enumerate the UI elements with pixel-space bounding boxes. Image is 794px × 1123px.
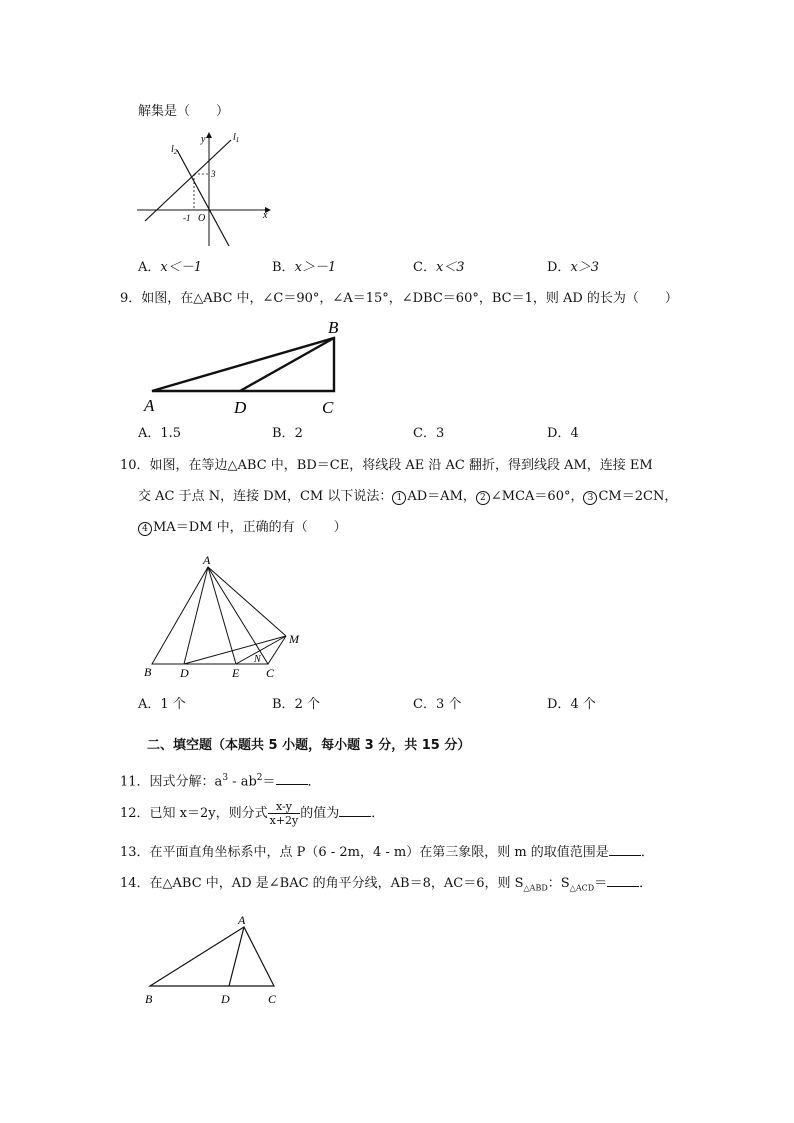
q10-option-a[interactable]: A．1 个: [138, 697, 186, 712]
q8-stem-tail: 解集是（ ）: [138, 104, 230, 119]
q10-label-b: B: [144, 665, 152, 679]
q14-label-c: C: [268, 992, 277, 1006]
q10-option-b[interactable]: B．2 个: [272, 697, 320, 712]
q11-stem: 11．因式分解：$a^3 - ab^2=$ ．: [120, 773, 321, 790]
circled-4: 4: [138, 522, 152, 536]
q14-stem: 14．在△ABC 中，AD 是∠BAC 的角平分线，AB＝8，AC＝6，则 $S_{\triangle ABD}$：$S_{\triangle ACD}=$ ．: [120, 876, 653, 893]
q8-y-arrow: [206, 132, 212, 138]
q8-label-x: x: [263, 210, 268, 221]
q10-option-d[interactable]: D．4 个: [547, 697, 596, 712]
q10-label-a: A: [203, 553, 211, 567]
q10-option-c[interactable]: C．3 个: [413, 697, 462, 712]
q10-figure: [140, 550, 320, 685]
circled-3: 3: [583, 491, 597, 505]
q10-segment-em: [236, 636, 286, 664]
q8-option-a[interactable]: A．x＜－1: [138, 260, 202, 275]
q8-option-d[interactable]: D．x＞3: [547, 260, 600, 275]
q13-answer-blank[interactable]: [609, 843, 641, 856]
circled-2: 2: [476, 491, 490, 505]
q13-stem: 13．在平面直角坐标系中，点 P（6 - 2m，4 - m）在第三象限，则 m 的取值范围是 ．: [120, 845, 654, 860]
q12-answer-blank[interactable]: [339, 804, 371, 817]
q14-figure: [140, 910, 290, 1010]
q8-line-l1: [145, 140, 231, 221]
q8-label-o: O: [198, 213, 206, 224]
q10-label-d: D: [180, 666, 189, 680]
q8-line-l2: [177, 150, 229, 246]
q10-label-c: C: [266, 666, 275, 680]
q9-option-c[interactable]: C．3: [413, 426, 445, 441]
q8-label-l1: $l_1$: [233, 132, 240, 144]
q9-triangle-abc: [152, 338, 334, 391]
q9-label-c: C: [322, 398, 334, 417]
q10-segment-am: [208, 567, 286, 636]
q8-option-c[interactable]: C．x＜3: [413, 260, 465, 275]
q14-segment-ad: [229, 927, 244, 986]
q10-label-m: M: [289, 632, 299, 646]
q10-label-n: N: [254, 654, 261, 665]
q9-label-a: A: [144, 396, 155, 415]
q14-label-d: D: [221, 992, 230, 1006]
q14-label-a: A: [238, 913, 246, 927]
q10-segment-ad: [184, 567, 208, 664]
q9-label-b: B: [328, 318, 339, 337]
q9-option-b[interactable]: B．2: [272, 426, 303, 441]
q10-triangle-abc: [152, 567, 268, 664]
q12-stem: 12．已知 x＝2y，则分式 $\frac{x-y}{x+2y}$ 的值为 ．: [120, 800, 385, 827]
q8-option-b[interactable]: B．x＞－1: [272, 260, 337, 275]
q8-label-3: 3: [211, 169, 216, 179]
q10-stem-line3: 4 MA＝DM 中，正确的有（ ）: [138, 519, 347, 537]
q14-triangle-abc: [150, 927, 274, 986]
q8-label-l2: $l_2$: [171, 144, 178, 156]
q10-stem-line1: 10．如图，在等边△ABC 中，BD＝CE，将线段 AE 沿 AC 翻折，得到线段 AM，连接 EM: [120, 458, 653, 473]
q9-option-a[interactable]: A．1.5: [138, 426, 182, 441]
q9-segment-bd: [240, 338, 334, 391]
q14-label-b: B: [145, 992, 153, 1006]
section-2-title: 二、填空题（本题共 5 小题，每小题 3 分，共 15 分）: [147, 738, 471, 753]
q10-label-e: E: [232, 666, 240, 680]
q10-segment-ae: [208, 567, 236, 664]
q9-figure: [140, 315, 350, 420]
q9-stem: 9．如图，在△ABC 中，∠C＝90°，∠A＝15°，∠DBC＝60°，BC＝1，则 AD 的长为（ ）: [120, 291, 678, 306]
q14-answer-blank[interactable]: [607, 874, 639, 887]
q9-option-d[interactable]: D．4: [547, 426, 579, 441]
q8-label-neg1: -1: [183, 213, 191, 223]
q9-label-d: D: [234, 398, 247, 417]
circled-1: 1: [392, 491, 406, 505]
q11-answer-blank[interactable]: [276, 772, 308, 785]
q8-label-y: y: [201, 134, 206, 145]
q10-stem-line2: 交 AC 于点 N，连接 DM，CM 以下说法： 1 AD＝AM， 2 ∠MCA＝60°， 3 CM＝2CN，: [138, 489, 678, 504]
q8-graph: [135, 128, 275, 250]
q12-fraction: $\frac{x-y}{x+2y}$: [269, 800, 299, 827]
